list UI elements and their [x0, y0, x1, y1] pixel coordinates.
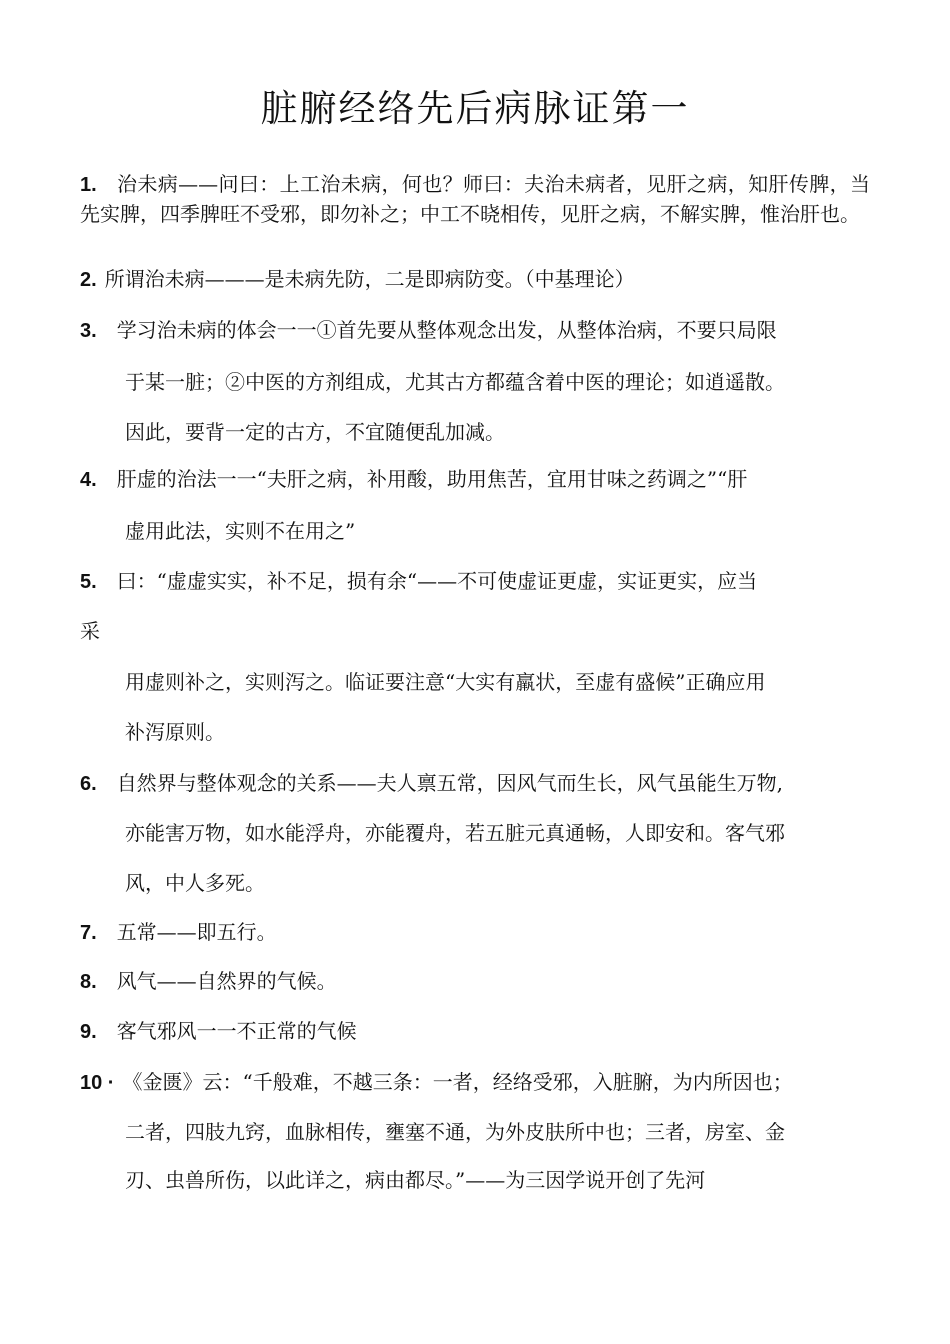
list-item-2 — [80, 263, 635, 292]
item-6-line-2: 亦能害万物，如水能浮舟，亦能覆舟，若五脏元真通畅，人即安和。客气邪 — [125, 821, 785, 845]
item-number: 5. — [80, 571, 97, 593]
item-10-line-2: 二者，四肢九窍，血脉相传，壅塞不通，为外皮肤所中也；三者，房室、金 — [125, 1120, 785, 1144]
item-text: 治未病——问曰：上工治未病，何也？师曰：夫治未病者，见肝之病，知肝传脾，当先实脾，四季脾旺不受邪，即勿补之；中工不晓相传，见肝之病，不解实脾，惟治肝也。 — [80, 172, 870, 226]
item-text: 曰：“虚虚实实，补不足，损有余“——不可使虚证更虚，实证更实，应当 — [116, 569, 758, 593]
list-item-6 — [80, 767, 783, 796]
item-text: 五常——即五行。 — [116, 920, 277, 944]
item-10-line-3: 刃、虫兽所伤，以此详之，病由都尽。”——为三因学说开创了先河 — [125, 1168, 706, 1192]
item-5-line-3: 用虚则补之，实则泻之。临证要注意“大实有羸状，至虚有盛候”正确应用 — [125, 670, 766, 694]
list-item-4 — [80, 463, 747, 492]
item-number: 3. — [80, 320, 97, 342]
item-number: 7. — [80, 922, 97, 944]
item-text: 客气邪风一一不正常的气候 — [116, 1019, 357, 1043]
item-3-line-2: 于某一脏；②中医的方剂组成，尤其古方都蕴含着中医的理论；如逍遥散。 — [125, 370, 785, 394]
item-number: 6. — [80, 773, 97, 795]
list-item-1 — [80, 170, 870, 229]
list-item-10 — [80, 1066, 793, 1095]
item-text: 学习治未病的体会一一①首先要从整体观念出发，从整体治病，不要只局限 — [116, 318, 777, 342]
item-text: 《金匮》云：“千般难，不越三条：一者，经络受邪，入脏腑，为内所因也； — [122, 1070, 793, 1094]
item-number: 2. — [80, 269, 97, 291]
list-item-9 — [80, 1015, 357, 1044]
document-title: 脏腑经络先后病脉证第一 — [260, 87, 690, 130]
list-item-3 — [80, 314, 777, 343]
list-item-7 — [80, 916, 277, 945]
item-number: 9. — [80, 1021, 97, 1043]
item-text: 肝虚的治法一一“夫肝之病，补用酸，助用焦苦，宜用甘味之药调之”“肝 — [116, 467, 748, 491]
item-6-line-3: 风，中人多死。 — [125, 871, 265, 895]
item-text: 所谓治未病———是未病先防，二是即病防变。（中基理论） — [104, 267, 635, 291]
item-5-line-4: 补泻原则。 — [125, 720, 225, 744]
item-number: 8. — [80, 971, 97, 993]
list-item-8 — [80, 965, 337, 994]
item-3-line-3: 因此，要背一定的古方，不宜随便乱加减。 — [125, 420, 505, 444]
item-text: 自然界与整体观念的关系——夫人禀五常，因风气而生长，风气虽能生万物, — [116, 771, 784, 795]
item-text: 风气——自然界的气候。 — [116, 969, 337, 993]
list-item-5 — [80, 565, 757, 594]
item-5-line-2: 采 — [80, 619, 100, 643]
item-number: 1. — [80, 174, 97, 196]
item-number: 4. — [80, 469, 97, 491]
item-4-line-2: 虚用此法，实则不在用之” — [125, 519, 356, 543]
item-number: 10 · — [80, 1072, 115, 1094]
